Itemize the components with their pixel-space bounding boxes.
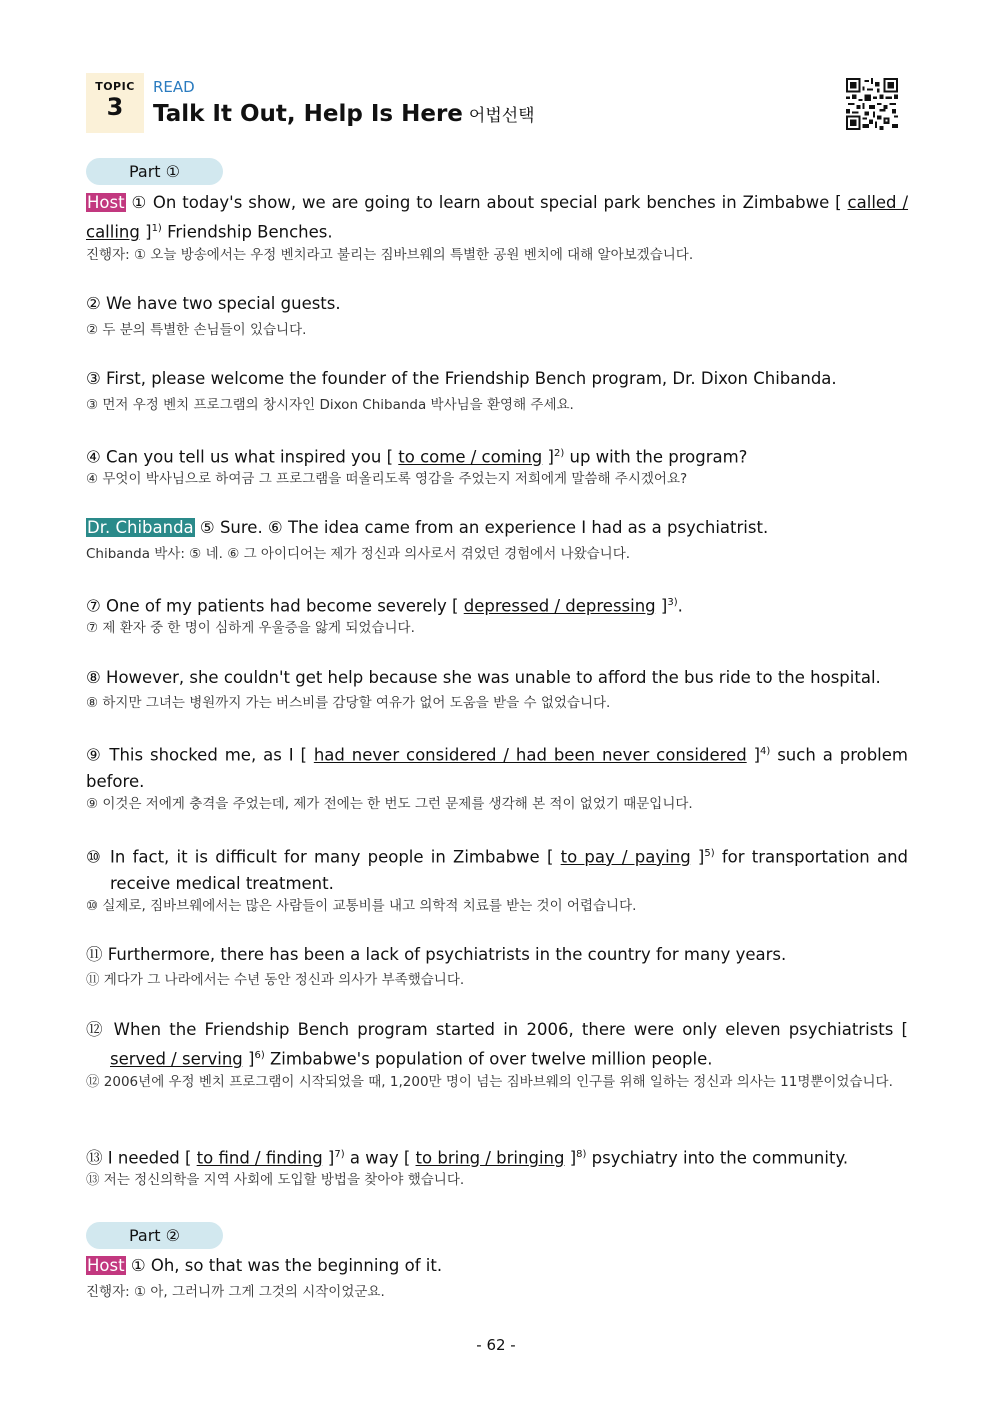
choice-7[interactable]: to find / finding xyxy=(196,1148,323,1168)
part2-sentence-1: Host ① Oh, so that was the beginning of it. xyxy=(87,1256,443,1275)
topic-label: TOPIC xyxy=(95,80,135,93)
choice-8[interactable]: to bring / bringing xyxy=(415,1148,565,1168)
sentence-13: ⑬ I needed [ to find / finding ]$^{7)}$ a way [ to bring / bringing ]$^{8)}$ psychiatry into the community. xyxy=(86,1148,849,1168)
speaker-dr: Dr. Chibanda xyxy=(87,518,194,537)
choice-6[interactable]: served / serving xyxy=(110,1049,243,1069)
part2-translation-1: 진행자: ① 아, 그러니까 그게 그것의 시작이었군요. xyxy=(86,1284,385,1300)
topic-number: 3 xyxy=(106,93,124,121)
blank-number: 1) xyxy=(151,223,162,234)
choice-2[interactable]: to come / coming xyxy=(398,447,543,467)
translation-9: ⑨ 이것은 저에게 충격을 주었는데, 제가 전에는 한 번도 그런 문제를 생각해 본 적이 없었기 때문입니다. xyxy=(86,796,693,812)
page-number: - 62 - xyxy=(476,1336,516,1354)
translation-1: 진행자: ① 오늘 방송에서는 우정 벤치라고 불리는 짐바브웨의 특별한 공원 벤치에 대해 알아보겠습니다. xyxy=(86,247,694,263)
choice-4[interactable]: had never considered / had been never considered xyxy=(313,745,747,765)
translation-11: ⑪ 게다가 그 나라에서는 수년 동안 정신과 의사가 부족했습니다. xyxy=(86,972,465,988)
sentence-5: Dr. Chibanda ⑤ Sure. ⑥ The idea came from an experience I had as a psychiatrist. xyxy=(87,518,769,537)
sentence-10: ⑩ In fact, it is difficult for many people in Zimbabwe [ to pay / paying ]$^{5)}$ for transportation and receive medical treatment. xyxy=(86,847,908,893)
translation-13: ⑬ 저는 정신의학을 지역 사회에 도입할 방법을 찾아야 했습니다. xyxy=(86,1172,465,1188)
translation-12: ⑫ 2006년에 우정 벤치 프로그램이 시작되었을 때, 1,200만 명이 넘는 짐바브웨의 인구를 위해 일하는 정신과 의사는 11명뿐이었습니다. xyxy=(86,1074,893,1090)
qr-code-icon[interactable] xyxy=(846,78,898,130)
speaker-host: Host xyxy=(87,193,125,212)
translation-2: ② 두 분의 특별한 손님들이 있습니다. xyxy=(86,322,307,338)
speaker-host: Host xyxy=(87,1256,125,1275)
page-title: Talk It Out, Help Is Here 어법선택 xyxy=(153,101,535,127)
sentence-3: ③ First, please welcome the founder of the Friendship Bench program, Dr. Dixon Chibanda. xyxy=(86,369,837,388)
choice-3[interactable]: depressed / depressing xyxy=(463,596,656,616)
sentence-9: ⑨ This shocked me, as I [ had never considered / had been never considered ]$^{4)}$ such a problem before. xyxy=(86,745,908,791)
sentence-12: ⑫ When the Friendship Bench program started in 2006, there were only eleven psychiatrists [ served / serving ]$^{6)}$ Zimbabwe's population of over twelve million people. xyxy=(86,1020,908,1069)
sentence-4: ④ Can you tell us what inspired you [ to come / coming ]$^{2)}$ up with the program? xyxy=(86,447,748,467)
sentence-7: ⑦ One of my patients had become severely [ depressed / depressing ]$^{3)}$. xyxy=(86,596,683,616)
sentence-8: ⑧ However, she couldn't get help because she was unable to afford the bus ride to the hospital. xyxy=(86,668,881,687)
translation-10: ⑩ 실제로, 짐바브웨에서는 많은 사람들이 교통비를 내고 의학적 치료를 받는 것이 어렵습니다. xyxy=(86,898,637,914)
choice-5[interactable]: to pay / paying xyxy=(560,847,691,867)
sentence-11: ⑪ Furthermore, there has been a lack of psychiatrists in the country for many years. xyxy=(86,945,787,964)
part-1-label: Part ① xyxy=(86,158,223,185)
sentence-2: ② We have two special guests. xyxy=(86,294,341,313)
translation-5: Chibanda 박사: ⑤ 네. ⑥ 그 아이디어는 제가 정신과 의사로서 겪었던 경험에서 나왔습니다. xyxy=(86,546,631,562)
translation-4: ④ 무엇이 박사님으로 하여금 그 프로그램을 떠올리도록 영감을 주었는지 저희에게 말씀해 주시겠어요? xyxy=(86,471,688,487)
part-2-label: Part ② xyxy=(86,1222,223,1249)
section-label: READ xyxy=(153,78,195,96)
sentence-1: Host ① On today's show, we are going to learn about special park benches in Zimbabwe [ called / calling ]$^{1)}$ Friendship Benches. xyxy=(86,193,909,242)
translation-3: ③ 먼저 우정 벤치 프로그램의 창시자인 Dixon Chibanda 박사님을 환영해 주세요. xyxy=(86,397,574,413)
title-subtitle: 어법선택 xyxy=(468,106,535,126)
choice-1[interactable]: called / calling xyxy=(86,193,909,242)
topic-badge xyxy=(86,73,144,133)
translation-7: ⑦ 제 환자 중 한 명이 심하게 우울증을 앓게 되었습니다. xyxy=(86,620,415,636)
translation-8: ⑧ 하지만 그녀는 병원까지 가는 버스비를 감당할 여유가 없어 도움을 받을 수 없었습니다. xyxy=(86,695,611,711)
